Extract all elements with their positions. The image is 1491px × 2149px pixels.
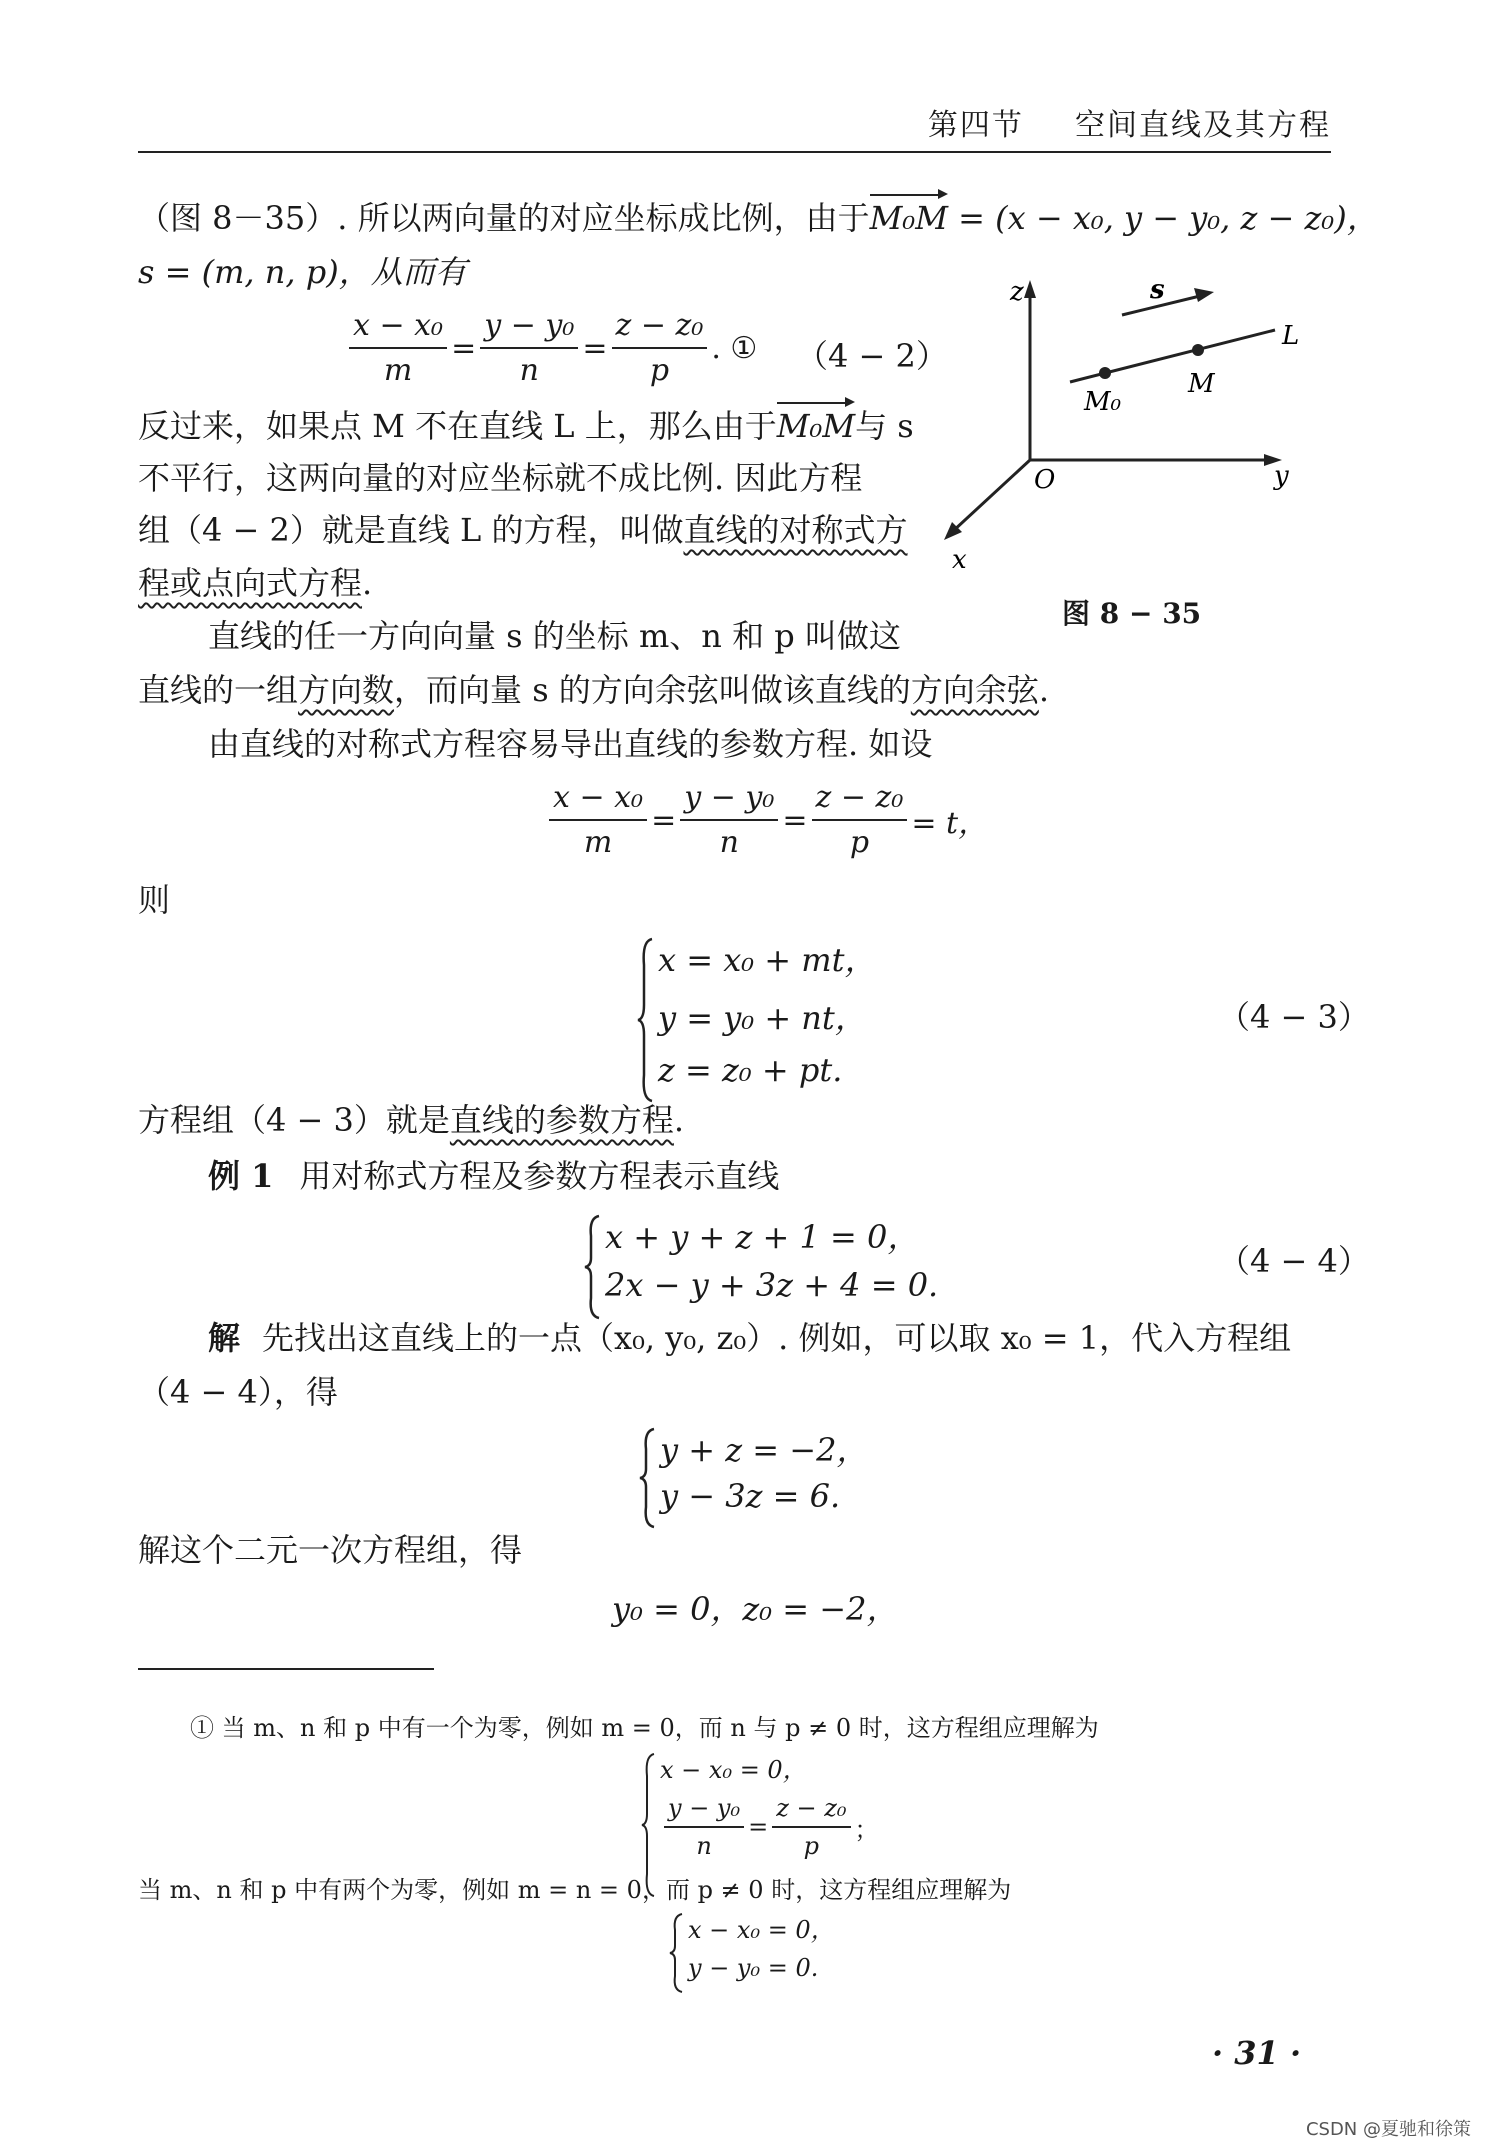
system-row: y − y₀ = 0. <box>688 1954 819 1982</box>
fraction <box>664 1794 744 1860</box>
text-span: . <box>673 1101 685 1139</box>
equals-sign: = <box>782 802 808 838</box>
numerator: y − y₀ <box>480 308 578 349</box>
left-brace-icon <box>668 1910 686 1996</box>
numerator: z − z₀ <box>812 780 908 821</box>
equation-system-4-3 <box>658 935 876 1109</box>
equation-4-2 <box>345 308 757 388</box>
vector-s-arrow-icon <box>1194 288 1214 302</box>
fraction <box>812 780 908 860</box>
text-line-12: （4 − 4），得 <box>138 1373 338 1411</box>
running-header <box>928 100 1331 144</box>
text-span: . <box>1038 671 1049 709</box>
equation-system-4-4 <box>605 1212 938 1320</box>
solution-text: 先找出这直线上的一点（x₀, y₀, z₀）. 例如，可以取 x₀ = 1，代入方程组 <box>262 1319 1292 1357</box>
denominator: n <box>719 825 739 860</box>
system-row: x − x₀ = 0， <box>660 1756 807 1784</box>
term-underlined: 程或点向式方程 <box>138 564 363 602</box>
fraction <box>612 308 708 388</box>
denominator: p <box>803 1832 820 1860</box>
denominator: n <box>519 353 539 388</box>
numerator: x − x₀ <box>549 780 647 821</box>
label-M0: M₀ <box>1084 387 1122 417</box>
term-underlined: 方向余弦 <box>910 671 1039 709</box>
left-brace-icon <box>583 1212 603 1322</box>
denominator: m <box>583 825 613 860</box>
footnote-system-b <box>688 1910 835 1998</box>
numerator: y − y₀ <box>664 1794 744 1828</box>
numerator: y − y₀ <box>680 780 778 821</box>
label-origin: O <box>1034 465 1056 495</box>
equation-result: y₀ = 0，z₀ = −2， <box>612 1590 899 1628</box>
system-row: 2x − y + 3z + 4 = 0. <box>605 1266 939 1304</box>
text-line-13: 解这个二元一次方程组，得 <box>138 1531 523 1569</box>
point-m0 <box>1099 367 1111 379</box>
left-brace-icon <box>638 1425 658 1531</box>
system-row: y = y₀ + nt， <box>658 999 867 1037</box>
text-line-3 <box>138 406 914 446</box>
footnote-ref: . ① <box>711 330 758 366</box>
header-section: 第四节 <box>927 108 1024 143</box>
equals-sign: = <box>748 1813 769 1841</box>
equals-sign: = <box>451 330 477 366</box>
header-rule <box>138 151 1331 153</box>
eq-number-4-3: （4 − 3） <box>1218 998 1370 1036</box>
system-row: x + y + z + 1 = 0， <box>605 1218 920 1256</box>
denominator: m <box>383 353 413 388</box>
equals-sign: = <box>582 330 608 366</box>
example-text: 用对称式方程及参数方程表示直线 <box>299 1157 780 1195</box>
fraction <box>680 780 778 860</box>
footnote-rule <box>138 1668 434 1670</box>
fraction <box>549 780 647 860</box>
page-number: · 31 · <box>1212 2034 1302 2072</box>
text-span: 方程组（4 − 3）就是 <box>138 1101 450 1139</box>
system-row: y − 3z = 6. <box>660 1477 841 1515</box>
text-line-2: s = (m, n, p)，从而有 <box>138 253 467 291</box>
footnote-line-1: ① 当 m、n 和 p 中有一个为零，例如 m = 0，而 n 与 p ≠ 0 时，这方程组应理解为 <box>190 1714 1099 1742</box>
text-line-6 <box>138 563 372 603</box>
watermark: CSDN @夏驰和徐策 <box>1305 2119 1471 2140</box>
text-span: 组（4 − 2）就是直线 L 的方程，叫做 <box>138 511 684 549</box>
text-line-10: 则 <box>138 881 171 919</box>
system-row: y + z = −2， <box>660 1431 869 1469</box>
text-span: = (x − x₀, y − y₀, z − z₀)， <box>947 199 1379 237</box>
z-axis-arrow-icon <box>1024 280 1036 298</box>
equation-parameter-t <box>545 780 988 860</box>
numerator: z − z₀ <box>612 308 708 349</box>
system-row: x − x₀ = 0， <box>688 1916 835 1944</box>
text-line-5 <box>138 510 908 550</box>
text-span: 与 s <box>855 407 914 445</box>
footnote-system-a <box>660 1750 879 1860</box>
text-line-7: 直线的任一方向向量 s 的坐标 m、n 和 p 叫做这 <box>208 617 901 655</box>
term-underlined: 方向数 <box>298 671 395 709</box>
text-line-11 <box>138 1100 684 1140</box>
term-underlined: 直线的对称式方 <box>683 511 908 549</box>
text-span: 反过来，如果点 M 不在直线 L 上，那么由于 <box>138 407 777 445</box>
eq-number-4-2: （4 − 2） <box>796 337 948 375</box>
text-line-1 <box>138 198 1379 238</box>
label-x: x <box>952 545 967 575</box>
system-row <box>660 1794 879 1860</box>
point-m <box>1192 344 1204 356</box>
fraction <box>480 308 578 388</box>
label-M: M <box>1188 369 1215 399</box>
equals-sign: = <box>651 802 677 838</box>
label-z: z <box>1010 277 1024 307</box>
equation-tail: = t， <box>911 806 989 841</box>
label-y: y <box>1274 461 1289 491</box>
text-line-4: 不平行，这两向量的对应坐标就不成比例. 因此方程 <box>138 459 863 497</box>
vector-m0m: M₀M <box>776 407 856 445</box>
eq-number-4-4: （4 − 4） <box>1218 1242 1370 1280</box>
system-row: x = x₀ + mt， <box>658 941 877 979</box>
text-line-8 <box>138 670 1049 710</box>
text-span: 直线的一组 <box>138 671 299 709</box>
example-label: 例 1 <box>208 1157 274 1195</box>
denominator: p <box>849 825 870 860</box>
term-underlined: 直线的参数方程 <box>449 1101 674 1139</box>
vector-m0m: M₀M <box>869 199 948 237</box>
text-span: . <box>362 564 373 602</box>
numerator: z − z₀ <box>772 1794 850 1828</box>
fraction <box>772 1794 850 1860</box>
left-brace-icon <box>636 935 656 1105</box>
header-title: 空间直线及其方程 <box>1075 108 1331 143</box>
denominator: p <box>649 353 670 388</box>
solution-line <box>208 1318 1291 1358</box>
x-axis <box>952 460 1030 532</box>
numerator: x − x₀ <box>349 308 447 349</box>
label-s: s <box>1150 275 1165 305</box>
fraction <box>349 308 447 388</box>
equation-system-y-z <box>660 1425 868 1529</box>
system-row: z = z₀ + pt. <box>658 1051 843 1089</box>
text-span: ，而向量 s 的方向余弦叫做该直线的 <box>394 671 911 709</box>
solution-label: 解 <box>208 1319 241 1357</box>
punctuation: ； <box>854 1815 879 1844</box>
denominator: n <box>696 1832 712 1860</box>
example-heading <box>208 1156 779 1196</box>
figure-8-35 <box>930 270 1320 590</box>
label-L: L <box>1282 321 1300 351</box>
footnote-line-2: 当 m、n 和 p 中有两个为零，例如 m = n = 0，而 p ≠ 0 时，这方程组应理解为 <box>138 1876 1012 1904</box>
text-line-9: 由直线的对称式方程容易导出直线的参数方程. 如设 <box>208 725 933 763</box>
text-span: （图 8－35）. 所以两向量的对应坐标成比例，由于 <box>138 199 870 237</box>
figure-caption: 图 8 − 35 <box>1062 597 1202 630</box>
